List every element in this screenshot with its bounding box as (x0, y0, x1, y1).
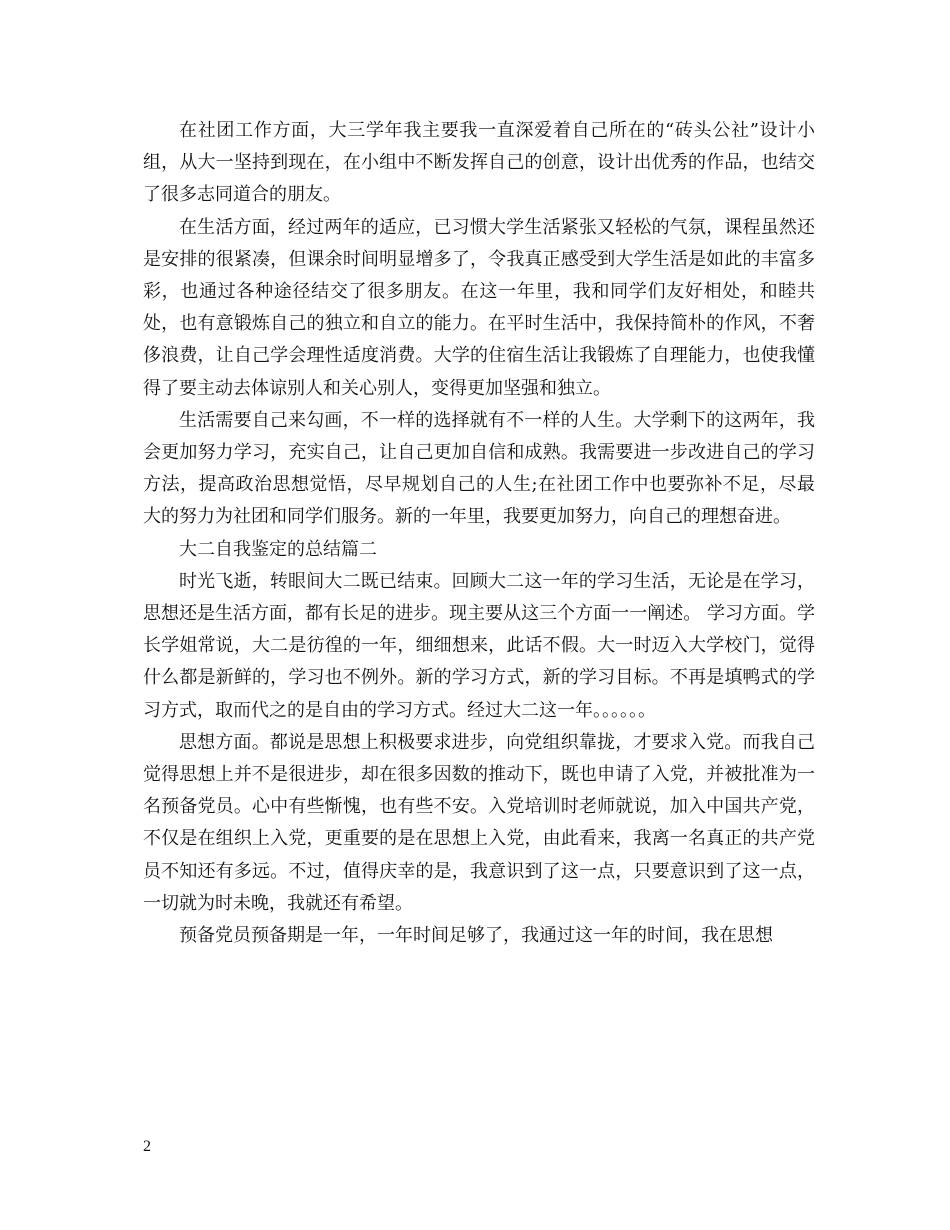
paragraph-probation: 预备党员预备期是一年，一年时间足够了，我通过这一年的时间，我在思想 (179, 925, 773, 947)
paragraph-life: 在生活方面，经过两年的适应，已习惯大学生活紧张又轻松的气氛，课程虽然还是安排的很紧凑，但课余时间明显增多了，令我真正感受到大学生活是如此的丰富多彩，也通过各种途径结交了很多朋友。在这一年里，我和同学们友好相处，和睦共处，也有意锻炼自己的独立和自立的能力。在平时生活中，我保持简朴的作风，不奢侈浪费，让自己学会理性适度消费。大学的住宿生活让我锻炼了自理能力，也使我懂得了要主动去体谅别人和关心别人，变得更加坚强和独立。 (143, 216, 815, 399)
paragraph-club-work: 在社团工作方面，大三学年我主要我一直深爱着自己所在的“砖头公社”设计小组，从大一坚持到现在，在小组中不断发挥自己的创意，设计出优秀的作品，也结交了很多志同道合的朋友。 (143, 120, 815, 206)
paragraph-future-plan: 生活需要自己来勾画，不一样的选择就有不一样的人生。大学剩下的这两年，我会更加努力学习，充实自己，让自己更加自信和成熟。我需要进一步改进自己的学习方法，提高政治思想觉悟，尽早规划自己的人生;在社团工作中也要弥补不足，尽最大的努力为社团和同学们服务。新的一年里，我要更加努力，向自己的理想奋进。 (143, 409, 815, 528)
paragraph-thought: 思想方面。都说是思想上积极要求进步，向党组织靠拢，才要求入党。而我自己觉得思想上并不是很进步，却在很多因数的推动下，既也申请了入党，并被批准为一名预备党员。心中有些惭愧，也有些不安。入党培训时老师就说，加入中国共产党，不仅是在组织上入党，更重要的是在思想上入党，由此看来，我离一名真正的共产党员不知还有多远。不过，值得庆幸的是，我意识到了这一点，只要意识到了这一点，一切就为时未晚，我就还有希望。 (143, 731, 815, 914)
paragraph-study: 时光飞逝，转眼间大二既已结束。回顾大二这一年的学习生活，无论是在学习，思想还是生活方面，都有长足的进步。现主要从这三个方面一一阐述。 学习方面。学长学姐常说，大二是彷徨的一年，细细想来，此话不假。大一时迈入大学校门，觉得什么都是新鲜的，学习也不例外。新的学习方式，新的学习目标。不再是填鸭式的学习方式，取而代之的是自由的学习方式。经过大二这一年。。。。。。 (143, 570, 815, 721)
section-heading: 大二自我鉴定的总结篇二 (179, 538, 377, 560)
body-text (143, 115, 815, 952)
page-number: 2 (143, 1138, 151, 1155)
